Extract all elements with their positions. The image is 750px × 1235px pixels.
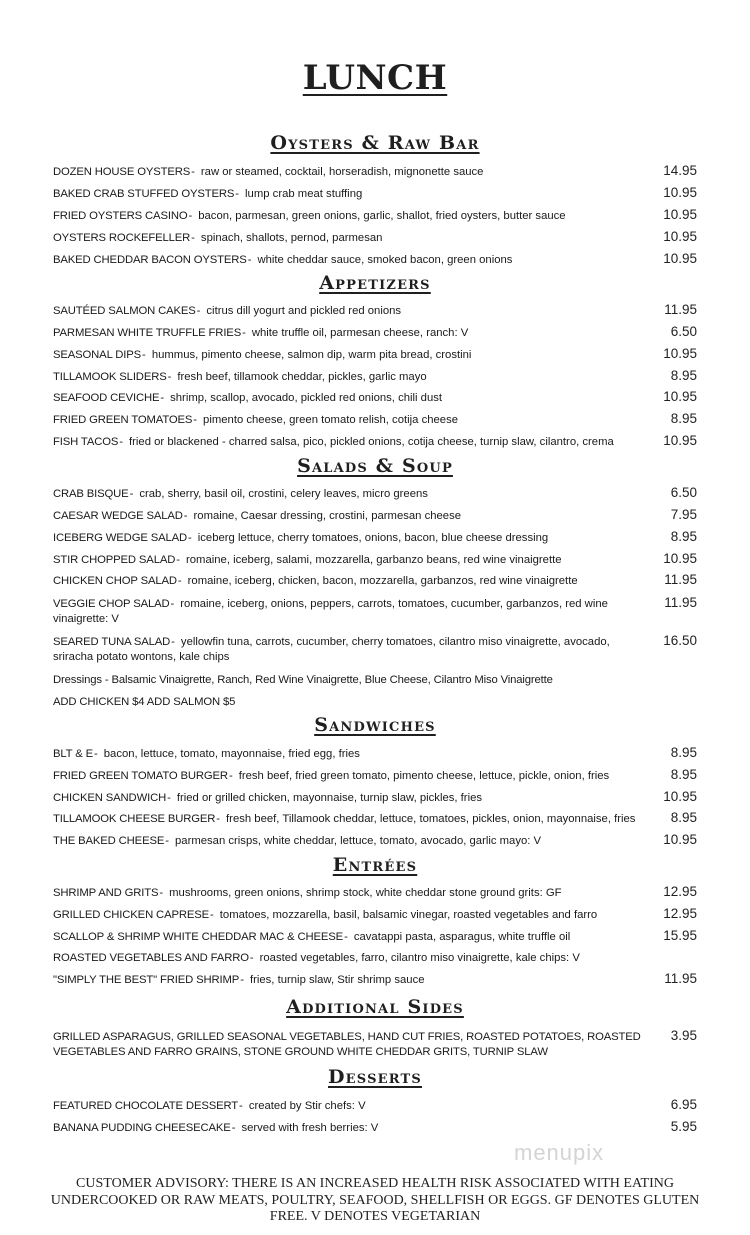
section-title-entrees: Entrées [332,854,418,876]
menu-item [53,812,697,827]
menu-item [53,769,697,784]
item-description: romaine, iceberg, salami, mozzarella, garbanzo beans, red wine vinaigrette [186,554,562,566]
item-price: 10.95 [663,185,697,200]
item-price: 8.95 [670,767,697,782]
item-name: FRIED GREEN TOMATO BURGER [53,770,228,782]
section-title-desserts: Desserts [327,1066,423,1088]
page-title: LUNCH [302,58,448,98]
item-description: crab, sherry, basil oil, crostini, celery leaves, micro greens [139,488,428,500]
item-price: 6.95 [670,1097,697,1112]
item-separator: - [228,770,233,782]
item-separator: - [167,792,171,804]
item-name: SCALLOP & SHRIMP WHITE CHEDDAR MAC & CHEESE [53,931,344,943]
menu-item [53,487,697,502]
item-name: VEGGIE CHOP SALAD [53,598,170,610]
menu-item [53,413,697,428]
menu-item [53,635,697,665]
item-description: romaine, Caesar dressing, crostini, parmesan cheese [193,510,462,522]
section-title-sandwiches: Sandwiches [314,714,436,736]
item-price: 5.95 [670,1119,697,1134]
item-description: fried or grilled chicken, mayonnaise, turnip slaw, pickles, fries [176,792,483,804]
item-description: white cheddar sauce, smoked bacon, green onions [257,254,513,266]
item-price: 12.95 [663,884,697,899]
item-name: SAUTÉED SALMON CAKES [53,305,196,317]
item-description: raw or steamed, cocktail, horseradish, mignonette sauce [200,166,484,178]
item-description: white truffle oil, parmesan cheese, ranch: V [251,327,469,339]
item-name: FRIED OYSTERS CASINO [53,210,188,222]
item-separator: - [188,210,193,222]
item-price: 8.95 [670,411,697,426]
item-name: CAESAR WEDGE SALAD [53,510,183,522]
item-description: roasted vegetables, farro, cilantro miso vinaigrette, kale chips: V [259,952,580,964]
item-separator: - [210,909,214,921]
menu-item [53,391,697,406]
item-description: cavatappi pasta, asparagus, white truffle oil [353,931,571,943]
item-separator: - [235,188,240,200]
item-price: 10.95 [663,832,697,847]
item-separator: - [344,931,348,943]
item-separator: - [119,436,124,448]
item-description: fresh beef, fried green tomato, pimento cheese, lettuce, pickle, onion, fries [238,770,610,782]
item-name: TILLAMOOK SLIDERS [53,371,167,383]
item-description: mushrooms, green onions, shrimp stock, white cheddar stone ground grits: GF [169,887,562,899]
item-description: shrimp, scallop, avocado, pickled red onions, chili dust [170,392,443,404]
item-price: 11.95 [664,595,697,610]
item-separator: - [193,414,198,426]
item-separator: - [176,554,180,566]
item-name: BANANA PUDDING CHEESECAKE [53,1122,231,1134]
item-price: 16.50 [663,633,697,648]
item-price: 15.95 [663,928,697,943]
menu-item [53,509,697,524]
item-separator: - [231,1122,236,1134]
section-title-oysters: Oysters & Raw Bar [270,132,480,154]
addons-note: ADD CHICKEN $4 ADD SALMON $5 [53,696,236,708]
menupix-watermark: menupix [514,1140,605,1165]
item-name: ROASTED VEGETABLES AND FARRO [53,952,249,964]
item-name: DOZEN HOUSE OYSTERS [53,166,191,178]
item-separator: - [183,510,188,522]
item-name: FEATURED CHOCOLATE DESSERT [53,1100,239,1112]
menu-item [53,304,697,319]
item-name: SEAFOOD CEVICHE [53,392,160,404]
menu-item [53,747,697,762]
menu-item [53,348,697,363]
item-description: fresh beef, tillamook cheddar, pickles, garlic mayo [177,371,427,383]
item-separator: - [216,813,221,825]
section-title-appetizers: Appetizers [319,272,431,294]
menu-item [53,1099,697,1114]
item-separator: - [170,598,175,610]
item-price: 8.95 [670,368,697,383]
item-price: 10.95 [663,229,697,244]
item-description: parmesan crisps, white cheddar, lettuce, tomato, avocado, garlic mayo: V [175,835,542,847]
item-separator: - [196,305,201,317]
menu-item [53,531,697,546]
item-price: 8.95 [670,745,697,760]
item-description: served with fresh berries: V [241,1122,379,1134]
item-separator: - [165,835,169,847]
item-description: tomatoes, mozzarella, basil, balsamic vinegar, roasted vegetables and farro [219,909,598,921]
item-price: 10.95 [663,551,697,566]
item-separator: - [188,532,192,544]
item-name: BAKED CHEDDAR BACON OYSTERS [53,254,247,266]
item-separator: - [240,974,244,986]
item-price: 8.95 [670,810,697,825]
item-description: yellowfin tuna, carrots, cucumber, cherry tomatoes, cilantro miso vinaigrette, avocado, sriracha potato wontons, kale chips [53,636,610,663]
item-name: SEARED TUNA SALAD [53,636,171,648]
menu-item [53,791,697,806]
item-name: THE BAKED CHEESE [53,835,165,847]
item-price: 10.95 [663,251,697,266]
item-price: 11.95 [664,302,697,317]
item-separator: - [93,748,98,760]
item-name: CHICKEN CHOP SALAD [53,575,177,587]
item-name: SHRIMP AND GRITS [53,887,159,899]
item-price: 10.95 [663,346,697,361]
customer-advisory: CUSTOMER ADVISORY: THERE IS AN INCREASED HEALTH RISK ASSOCIATED WITH EATING UNDERCOOKED OR RAW MEATS, POULTRY, SEAFOOD, SHELLFISH OR EGGS. GF DENOTES GLUTEN FREE. V DENOTES VEGETARIAN [50,1176,700,1224]
item-name: GRILLED CHICKEN CAPRESE [53,909,210,921]
item-description: fresh beef, Tillamook cheddar, lettuce, tomatoes, pickles, onion, mayonnaise, fries [226,813,636,825]
item-separator: - [177,575,182,587]
item-price: 11.95 [664,971,697,986]
section-title-salads: Salads & Soup [297,455,453,477]
menu-item [53,209,697,224]
item-description: iceberg lettuce, cherry tomatoes, onions, bacon, blue cheese dressing [197,532,549,544]
menu-item [53,574,697,589]
item-description: bacon, lettuce, tomato, mayonnaise, fried egg, fries [103,748,360,760]
section-title-sides: Additional Sides [286,996,464,1018]
item-price: 10.95 [663,389,697,404]
item-name: ICEBERG WEDGE SALAD [53,532,187,544]
menu-item [53,908,697,923]
item-name: PARMESAN WHITE TRUFFLE FRIES [53,327,242,339]
item-price: 6.50 [670,485,697,500]
item-separator: - [249,952,254,964]
item-name: FISH TACOS [53,436,119,448]
item-price: 10.95 [663,207,697,222]
item-price: 14.95 [663,163,697,178]
menu-item [53,326,697,341]
item-description: fries, turnip slaw, Stir shrimp sauce [249,974,425,986]
item-separator: - [191,166,195,178]
item-name: CRAB BISQUE [53,488,129,500]
item-separator: - [159,887,164,899]
item-price: 10.95 [663,789,697,804]
item-description: bacon, parmesan, green onions, garlic, shallot, fried oysters, butter sauce [198,210,566,222]
item-separator: - [142,349,146,361]
menu-item [53,973,697,988]
menu-item [53,597,697,627]
item-price: 3.95 [670,1028,697,1043]
menu-item [53,231,697,246]
item-name: OYSTERS ROCKEFELLER [53,232,191,244]
item-price: 8.95 [670,529,697,544]
menu-item [53,1121,697,1136]
item-price: 10.95 [663,433,697,448]
item-description: created by Stir chefs: V [248,1100,366,1112]
menu-item [53,165,697,180]
item-name: TILLAMOOK CHEESE BURGER [53,813,216,825]
item-price: 6.50 [670,324,697,339]
item-separator: - [171,636,175,648]
item-separator: - [239,1100,243,1112]
item-price: 11.95 [664,572,697,587]
item-name: SEASONAL DIPS [53,349,142,361]
item-name: BAKED CRAB STUFFED OYSTERS [53,188,235,200]
item-description: romaine, iceberg, onions, peppers, carrots, tomatoes, cucumber, garbanzos, red wine vinaigrette: V [53,598,608,625]
menu-item [53,435,697,450]
item-separator: - [160,392,165,404]
item-price: 7.95 [670,507,697,522]
item-name: FRIED GREEN TOMATOES [53,414,193,426]
item-description: pimento cheese, green tomato relish, cotija cheese [203,414,458,426]
item-description: hummus, pimento cheese, salmon dip, warm pita bread, crostini [151,349,472,361]
item-description: lump crab meat stuffing [245,188,363,200]
menu-item [53,1030,697,1060]
item-separator: - [129,488,134,500]
item-name: "SIMPLY THE BEST" FRIED SHRIMP [53,974,240,986]
item-description: citrus dill yogurt and pickled red onions [206,305,402,317]
item-description: spinach, shallots, pernod, parmesan [200,232,383,244]
menu-item [53,553,697,568]
item-name: GRILLED ASPARAGUS, GRILLED SEASONAL VEGETABLES, HAND CUT FRIES, ROASTED POTATOES, ROASTED VEGETABLES AND FARRO GRAINS, STONE GROUND WHITE CHEDDAR GRITS, TURNIP SLAW [53,1031,641,1058]
item-description: romaine, iceberg, chicken, bacon, mozzarella, garbanzos, red wine vinaigrette [187,575,578,587]
item-separator: - [247,254,252,266]
item-separator: - [191,232,195,244]
menu-item [53,930,697,945]
menu-item [53,187,697,202]
item-name: STIR CHOPPED SALAD [53,554,176,566]
dressings-note: Dressings - Balsamic Vinaigrette, Ranch, Red Wine Vinaigrette, Blue Cheese, Cilantro Miso Vinaigrette [53,674,553,686]
item-separator: - [167,371,172,383]
menu-item [53,951,697,966]
menu-item [53,370,697,385]
item-separator: - [242,327,246,339]
item-name: CHICKEN SANDWICH [53,792,167,804]
menu-item [53,253,697,268]
item-price: 12.95 [663,906,697,921]
item-description: fried or blackened - charred salsa, pico, pickled onions, cotija cheese, turnip slaw, cilantro, crema [129,436,614,448]
menu-item [53,886,697,901]
item-name: BLT & E [53,748,93,760]
menu-item [53,834,697,849]
